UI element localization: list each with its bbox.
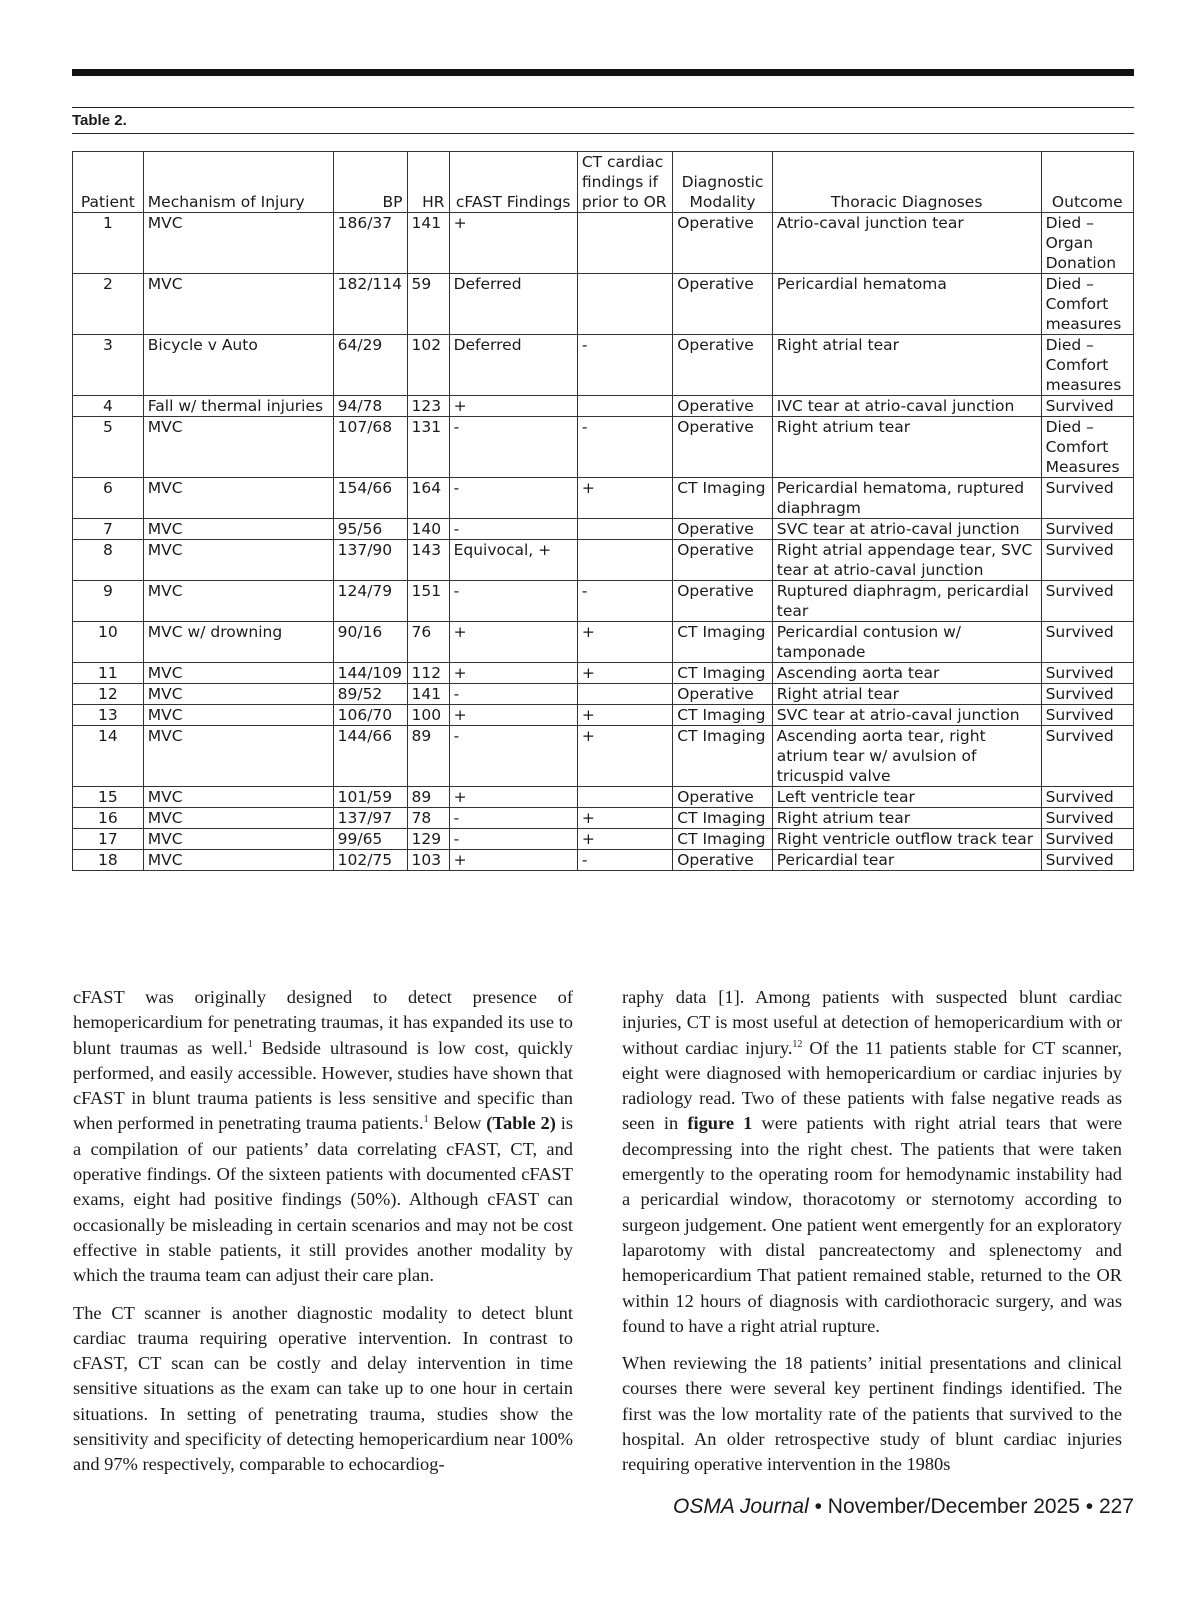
cell-ct-findings — [577, 274, 672, 335]
journal-name: OSMA Journal — [672, 1495, 809, 1518]
table-body — [73, 213, 1134, 871]
cell-outcome: Survived — [1041, 684, 1133, 705]
cell-bp: 107/68 — [333, 417, 407, 478]
figure-reference: figure 1 — [687, 1113, 753, 1134]
cell-hr: 123 — [407, 396, 449, 417]
cell-patient: 2 — [73, 274, 144, 335]
cell-bp: 137/97 — [333, 808, 407, 829]
cell-ct-findings — [577, 213, 672, 274]
cell-diagnosis: Ascending aorta tear — [772, 663, 1041, 684]
cell-cfast: - — [449, 684, 577, 705]
cell-cfast: - — [449, 478, 577, 519]
cell-patient: 18 — [73, 850, 144, 871]
cell-ct-findings: + — [577, 478, 672, 519]
cell-patient: 7 — [73, 519, 144, 540]
cell-cfast: + — [449, 663, 577, 684]
paragraph-cfast — [73, 985, 573, 1289]
cell-bp: 186/37 — [333, 213, 407, 274]
footer-separator: • — [808, 1495, 828, 1518]
top-rule — [72, 69, 1134, 76]
cell-bp: 102/75 — [333, 850, 407, 871]
cell-modality: Operative — [673, 540, 773, 581]
header-cfast: cFAST Findings — [449, 152, 577, 213]
cell-outcome: Survived — [1041, 622, 1133, 663]
cell-outcome: Survived — [1041, 396, 1133, 417]
table-row — [73, 850, 1134, 871]
cell-diagnosis: Pericardial hematoma, ruptured diaphragm — [772, 478, 1041, 519]
cell-modality: Operative — [673, 684, 773, 705]
cell-mechanism: MVC — [143, 581, 333, 622]
cell-diagnosis: Right atrial tear — [772, 684, 1041, 705]
cell-bp: 182/114 — [333, 274, 407, 335]
header-diagnoses: Thoracic Diagnoses — [772, 152, 1041, 213]
paragraph-ct-findings — [622, 985, 1122, 1339]
cell-diagnosis: Ascending aorta tear, right atrium tear w/ avulsion of tricuspid valve — [772, 726, 1041, 787]
table-row — [73, 787, 1134, 808]
table-header-row — [73, 152, 1134, 213]
table-row — [73, 726, 1134, 787]
cell-hr: 103 — [407, 850, 449, 871]
cell-ct-findings: + — [577, 705, 672, 726]
cell-modality: CT Imaging — [673, 478, 773, 519]
table-row — [73, 396, 1134, 417]
cell-diagnosis: Right atrial appendage tear, SVC tear at atrio-caval junction — [772, 540, 1041, 581]
cell-mechanism: MVC w/ drowning — [143, 622, 333, 663]
cell-hr: 112 — [407, 663, 449, 684]
cell-diagnosis: Pericardial contusion w/ tamponade — [772, 622, 1041, 663]
cell-bp: 137/90 — [333, 540, 407, 581]
cell-cfast: - — [449, 519, 577, 540]
cell-mechanism: MVC — [143, 274, 333, 335]
reference-12: 12 — [792, 1038, 803, 1050]
cell-patient: 6 — [73, 478, 144, 519]
cell-hr: 131 — [407, 417, 449, 478]
cell-outcome: Survived — [1041, 850, 1133, 871]
cell-bp: 154/66 — [333, 478, 407, 519]
patient-table — [72, 151, 1134, 871]
cell-modality: Operative — [673, 274, 773, 335]
cell-ct-findings — [577, 519, 672, 540]
cell-patient: 14 — [73, 726, 144, 787]
cell-ct-findings — [577, 684, 672, 705]
cell-patient: 12 — [73, 684, 144, 705]
cell-bp: 106/70 — [333, 705, 407, 726]
cell-cfast: - — [449, 829, 577, 850]
cell-modality: Operative — [673, 335, 773, 396]
table-row — [73, 808, 1134, 829]
table-row — [73, 417, 1134, 478]
cell-hr: 102 — [407, 335, 449, 396]
header-ct-findings: CT cardiac findings if prior to OR — [577, 152, 672, 213]
cell-bp: 144/66 — [333, 726, 407, 787]
footer-separator: • — [1079, 1495, 1099, 1518]
cell-ct-findings — [577, 540, 672, 581]
cell-patient: 3 — [73, 335, 144, 396]
cell-outcome: Survived — [1041, 540, 1133, 581]
cell-diagnosis: Pericardial tear — [772, 850, 1041, 871]
cell-hr: 129 — [407, 829, 449, 850]
cell-hr: 100 — [407, 705, 449, 726]
cell-modality: Operative — [673, 519, 773, 540]
cell-diagnosis: Right atrium tear — [772, 808, 1041, 829]
paragraph-ct-scanner: The CT scanner is another diagnostic modality to detect blunt cardiac trauma requiring operative intervention. In contrast to cFAST, CT scan can be costly and delay intervention in time sensitive situations as the exam can take up to one hour in certain situations. In setting of penetrating trauma, studies show the sensitivity and specificity of detecting hemopericardium near 100% and 97% respectively, comparable to echocardiog- — [73, 1302, 573, 1475]
cell-mechanism: MVC — [143, 417, 333, 478]
page-number: 227 — [1098, 1495, 1134, 1518]
table-row — [73, 663, 1134, 684]
cell-cfast: + — [449, 787, 577, 808]
cell-bp: 95/56 — [333, 519, 407, 540]
issue-date: November/December 2025 — [827, 1495, 1080, 1518]
cell-diagnosis: Right ventricle outflow track tear — [772, 829, 1041, 850]
cell-mechanism: MVC — [143, 787, 333, 808]
cell-mechanism: MVC — [143, 540, 333, 581]
cell-bp: 101/59 — [333, 787, 407, 808]
cell-outcome: Died – Comfort measures — [1041, 274, 1133, 335]
cell-outcome: Survived — [1041, 581, 1133, 622]
cell-cfast: Deferred — [449, 335, 577, 396]
cell-outcome: Survived — [1041, 808, 1133, 829]
header-hr: HR — [407, 152, 449, 213]
cell-mechanism: MVC — [143, 705, 333, 726]
cell-outcome: Died – Organ Donation — [1041, 213, 1133, 274]
cell-modality: Operative — [673, 396, 773, 417]
cell-patient: 4 — [73, 396, 144, 417]
cell-mechanism: MVC — [143, 663, 333, 684]
cell-hr: 143 — [407, 540, 449, 581]
cell-outcome: Survived — [1041, 705, 1133, 726]
cell-bp: 99/65 — [333, 829, 407, 850]
cell-modality: Operative — [673, 850, 773, 871]
right-column — [622, 985, 1122, 1490]
cell-diagnosis: Pericardial hematoma — [772, 274, 1041, 335]
cell-bp: 89/52 — [333, 684, 407, 705]
cell-ct-findings: + — [577, 622, 672, 663]
cell-patient: 1 — [73, 213, 144, 274]
cell-modality: Operative — [673, 787, 773, 808]
cell-outcome: Survived — [1041, 829, 1133, 850]
cell-cfast: - — [449, 417, 577, 478]
cell-modality: Operative — [673, 581, 773, 622]
cell-ct-findings: - — [577, 417, 672, 478]
cell-outcome: Survived — [1041, 478, 1133, 519]
table-row — [73, 274, 1134, 335]
cell-patient: 17 — [73, 829, 144, 850]
cell-outcome: Died – Comfort measures — [1041, 335, 1133, 396]
cell-patient: 16 — [73, 808, 144, 829]
cell-hr: 141 — [407, 213, 449, 274]
reference-1: 1 — [247, 1038, 253, 1050]
page-footer — [673, 1495, 1134, 1519]
cell-hr: 76 — [407, 622, 449, 663]
table-row — [73, 622, 1134, 663]
cell-mechanism: MVC — [143, 726, 333, 787]
cell-bp: 144/109 — [333, 663, 407, 684]
p1-text-d: is a compilation of our patients’ data correlating cFAST, CT, and operative findings. Of the sixteen patients with documented cFAST exams, eight had positive findings (50%). Although cFAST can occasionally be misleading in certain scenarios and may not be cost effective in stable patients, it still provides another modality by which the trauma team can adjust their care plan. — [73, 1113, 573, 1286]
table-row — [73, 478, 1134, 519]
cell-cfast: + — [449, 850, 577, 871]
cell-bp: 94/78 — [333, 396, 407, 417]
cell-hr: 140 — [407, 519, 449, 540]
table-row — [73, 705, 1134, 726]
cell-hr: 89 — [407, 726, 449, 787]
cell-patient: 10 — [73, 622, 144, 663]
cell-hr: 59 — [407, 274, 449, 335]
cell-modality: CT Imaging — [673, 808, 773, 829]
cell-modality: Operative — [673, 417, 773, 478]
p1-text-a: cFAST was originally designed to detect presence of hemopericardium for penetrating traumas, it has expanded its use to blunt traumas as well. — [73, 987, 573, 1058]
cell-outcome: Survived — [1041, 787, 1133, 808]
reference-1b: 1 — [423, 1114, 429, 1126]
cell-patient: 8 — [73, 540, 144, 581]
cell-modality: CT Imaging — [673, 622, 773, 663]
cell-patient: 11 — [73, 663, 144, 684]
cell-mechanism: MVC — [143, 808, 333, 829]
cell-diagnosis: SVC tear at atrio-caval junction — [772, 519, 1041, 540]
cell-modality: CT Imaging — [673, 705, 773, 726]
header-patient: Patient — [73, 152, 144, 213]
cell-diagnosis: Right atrium tear — [772, 417, 1041, 478]
cell-patient: 9 — [73, 581, 144, 622]
cell-cfast: + — [449, 705, 577, 726]
cell-cfast: - — [449, 726, 577, 787]
cell-mechanism: Fall w/ thermal injuries — [143, 396, 333, 417]
cell-mechanism: Bicycle v Auto — [143, 335, 333, 396]
cell-outcome: Survived — [1041, 726, 1133, 787]
cell-bp: 64/29 — [333, 335, 407, 396]
left-column — [73, 985, 573, 1490]
cell-hr: 141 — [407, 684, 449, 705]
cell-bp: 90/16 — [333, 622, 407, 663]
p1-text-b: Bedside ultrasound is low cost, quickly performed, and easily accessible. However, studies have shown that cFAST in blunt trauma patients is less sensitive and specific than when performed in penetrating trauma patients. — [73, 1037, 573, 1134]
cell-hr: 164 — [407, 478, 449, 519]
cell-mechanism: MVC — [143, 213, 333, 274]
cell-ct-findings: - — [577, 850, 672, 871]
p3-text-a: raphy data [1]. Among patients with suspected blunt cardiac injuries, CT is most useful at detection of hemopericardium with or without cardiac injury. — [622, 987, 1122, 1058]
cell-cfast: + — [449, 396, 577, 417]
cell-ct-findings: - — [577, 335, 672, 396]
cell-hr: 151 — [407, 581, 449, 622]
cell-outcome: Died – Comfort Measures — [1041, 417, 1133, 478]
cell-mechanism: MVC — [143, 829, 333, 850]
table-row — [73, 684, 1134, 705]
cell-hr: 78 — [407, 808, 449, 829]
table-row — [73, 829, 1134, 850]
table-caption-bar — [72, 107, 1134, 134]
header-outcome: Outcome — [1041, 152, 1133, 213]
cell-ct-findings: + — [577, 663, 672, 684]
p3-text-c: were patients with right atrial tears that were decompressing into the right chest. The patients that were taken emergently to the operating room for hemodynamic instability had a pericardial window, thoracotomy or sternotomy according to surgeon judgement. One patient went emergently for an exploratory laparotomy with distal pancreatectomy and splenectomy and hemopericardium That patient remained stable, returned to the OR within 12 hours of diagnosis with cardiothoracic surgery, and was found to have a right atrial rupture. — [622, 1113, 1122, 1336]
cell-ct-findings — [577, 396, 672, 417]
cell-cfast: + — [449, 213, 577, 274]
table-row — [73, 335, 1134, 396]
cell-ct-findings: + — [577, 829, 672, 850]
table-row — [73, 213, 1134, 274]
table-row — [73, 581, 1134, 622]
cell-cfast: + — [449, 622, 577, 663]
header-mechanism: Mechanism of Injury — [143, 152, 333, 213]
table-row — [73, 540, 1134, 581]
cell-patient: 13 — [73, 705, 144, 726]
header-bp: BP — [333, 152, 407, 213]
cell-modality: CT Imaging — [673, 829, 773, 850]
cell-ct-findings: + — [577, 726, 672, 787]
p3-text-b: Of the 11 patients stable for CT scanner, eight were diagnosed with hemopericardium or cardiac injuries by radiology read. Two of these patients with false negative reads as seen in — [622, 1037, 1122, 1134]
cell-mechanism: MVC — [143, 684, 333, 705]
cell-cfast: Equivocal, + — [449, 540, 577, 581]
cell-outcome: Survived — [1041, 663, 1133, 684]
header-modality: Diagnostic Modality — [673, 152, 773, 213]
cell-bp: 124/79 — [333, 581, 407, 622]
cell-modality: Operative — [673, 213, 773, 274]
cell-ct-findings: - — [577, 581, 672, 622]
cell-diagnosis: Ruptured diaphragm, pericardial tear — [772, 581, 1041, 622]
cell-diagnosis: IVC tear at atrio-caval junction — [772, 396, 1041, 417]
cell-mechanism: MVC — [143, 850, 333, 871]
cell-mechanism: MVC — [143, 519, 333, 540]
cell-ct-findings: + — [577, 808, 672, 829]
cell-modality: CT Imaging — [673, 726, 773, 787]
cell-mechanism: MVC — [143, 478, 333, 519]
paragraph-review: When reviewing the 18 patients’ initial presentations and clinical courses there were several key pertinent findings identified. The first was the low mortality rate of the patients that survived to the hospital. An older retrospective study of blunt cardiac injuries requiring operative intervention in the 1980s — [622, 1353, 1122, 1475]
cell-hr: 89 — [407, 787, 449, 808]
cell-ct-findings — [577, 787, 672, 808]
cell-cfast: - — [449, 581, 577, 622]
cell-outcome: Survived — [1041, 519, 1133, 540]
cell-patient: 5 — [73, 417, 144, 478]
cell-diagnosis: SVC tear at atrio-caval junction — [772, 705, 1041, 726]
p1-text-c: Below — [428, 1113, 487, 1134]
cell-diagnosis: Left ventricle tear — [772, 787, 1041, 808]
cell-diagnosis: Atrio-caval junction tear — [772, 213, 1041, 274]
cell-cfast: - — [449, 808, 577, 829]
cell-diagnosis: Right atrial tear — [772, 335, 1041, 396]
table-caption: Table 2. — [72, 112, 127, 129]
table-reference: (Table 2) — [486, 1113, 556, 1134]
table-row — [73, 519, 1134, 540]
cell-patient: 15 — [73, 787, 144, 808]
cell-cfast: Deferred — [449, 274, 577, 335]
cell-modality: CT Imaging — [673, 663, 773, 684]
